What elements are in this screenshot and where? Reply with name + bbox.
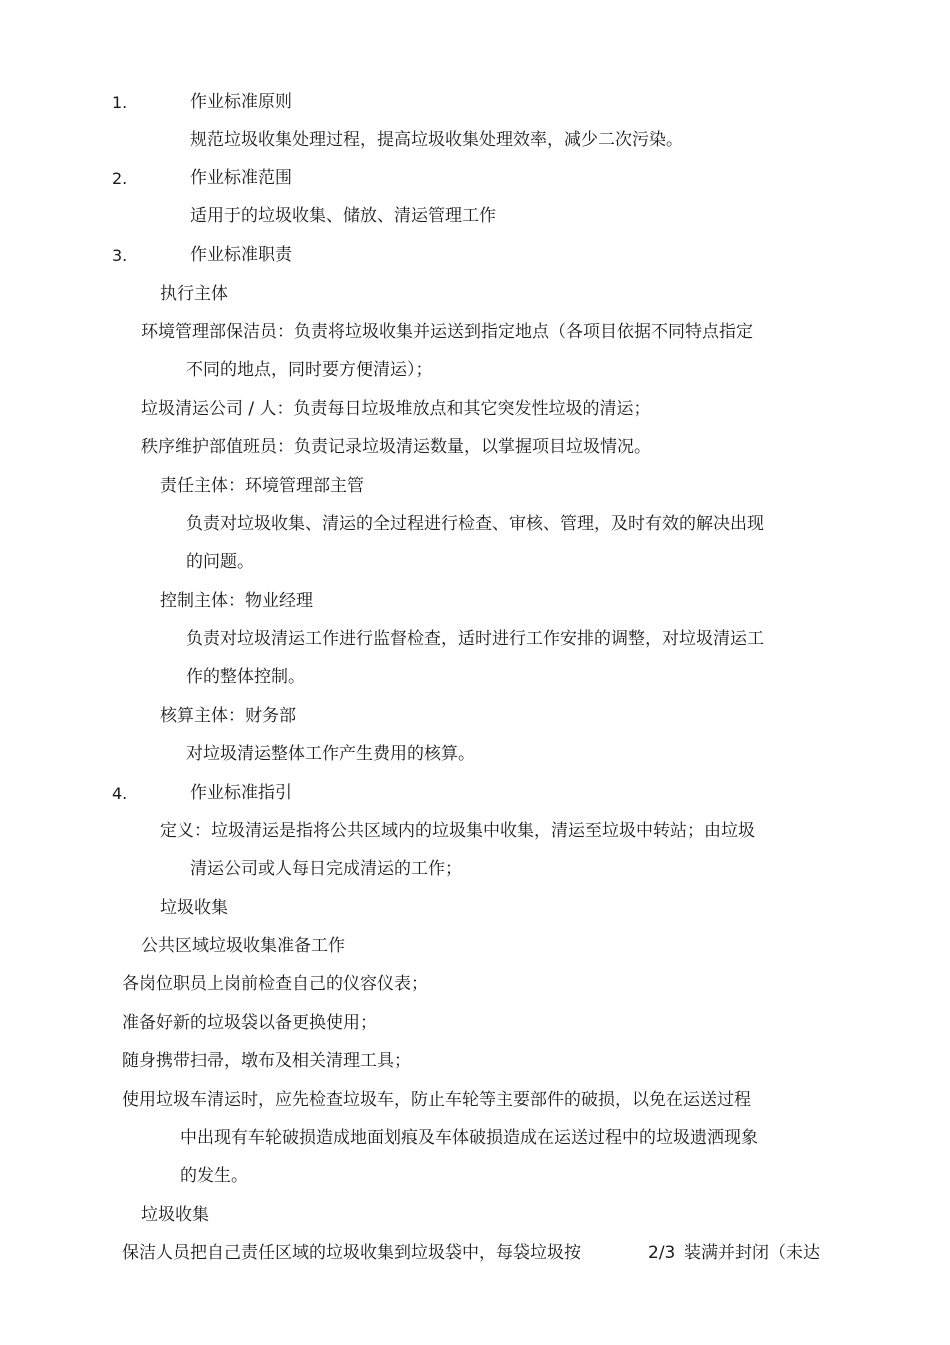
section-1-title: 作业标准原则 <box>190 92 292 112</box>
exec-subject-heading: 执行主体 <box>160 284 228 304</box>
prep-item-1: 各岗位职员上岗前检查自己的仪容仪表； <box>122 974 428 994</box>
section-2-number: 2. <box>112 169 128 188</box>
resp-body-line-1: 负责对垃圾收集、清运的全过程进行检查、审核、管理，及时有效的解决出现 <box>186 514 764 534</box>
acct-subject-heading: 核算主体：财务部 <box>160 706 296 726</box>
resp-subject-heading: 责任主体：环境管理部主管 <box>160 476 364 496</box>
env-cleaner-line-1: 环境管理部保洁员：负责将垃圾收集并运送到指定地点（各项目依据不同特点指定 <box>141 322 753 342</box>
resp-body-line-2: 的问题。 <box>186 552 254 572</box>
last-line-part-1: 保洁人员把自己责任区域的垃圾收集到垃圾袋中，每袋垃圾按 <box>122 1243 581 1263</box>
definition-line-2: 清运公司或人每日完成清运的工作； <box>190 859 462 879</box>
section-3-title: 作业标准职责 <box>190 245 292 265</box>
collect-heading: 垃圾收集 <box>160 898 228 918</box>
section-2-title: 作业标准范围 <box>190 168 292 188</box>
prep-item-3: 随身携带扫帚，墩布及相关清理工具； <box>122 1051 411 1071</box>
definition-line-1: 定义：垃圾清运是指将公共区域内的垃圾集中收集，清运至垃圾中转站；由垃圾 <box>160 821 755 841</box>
section-4-number: 4. <box>112 784 128 803</box>
section-2-body: 适用于的垃圾收集、储放、清运管理工作 <box>190 206 496 226</box>
last-line-part-2: 装满并封闭（未达 <box>684 1243 820 1263</box>
acct-body-line: 对垃圾清运整体工作产生费用的核算。 <box>186 744 475 764</box>
prep-item-4-line-1: 使用垃圾车清运时，应先检查垃圾车，防止车轮等主要部件的破损，以免在运送过程 <box>122 1090 751 1110</box>
prep-item-2: 准备好新的垃圾袋以备更换使用； <box>122 1013 377 1033</box>
ctrl-body-line-2: 作的整体控制。 <box>186 667 305 687</box>
collect-heading-2: 垃圾收集 <box>141 1205 209 1225</box>
section-3-number: 3. <box>112 246 128 265</box>
prep-item-4-line-3: 的发生。 <box>180 1166 248 1186</box>
order-staff-line: 秩序维护部值班员：负责记录垃圾清运数量，以掌握项目垃圾情况。 <box>141 437 651 457</box>
section-4-title: 作业标准指引 <box>190 783 292 803</box>
env-cleaner-line-2: 不同的地点，同时要方便清运）； <box>186 360 433 380</box>
last-line-fraction: 2/3 <box>648 1243 676 1263</box>
company-line: 垃圾清运公司 / 人：负责每日垃圾堆放点和其它突发性垃圾的清运； <box>141 399 651 419</box>
ctrl-subject-heading: 控制主体：物业经理 <box>160 591 313 611</box>
prep-heading: 公共区域垃圾收集准备工作 <box>141 936 345 956</box>
prep-item-4-line-2: 中出现有车轮破损造成地面划痕及车体破损造成在运送过程中的垃圾遗洒现象 <box>180 1128 758 1148</box>
section-1-number: 1. <box>112 93 128 112</box>
section-1-body: 规范垃圾收集处理过程，提高垃圾收集处理效率，减少二次污染。 <box>190 130 683 150</box>
ctrl-body-line-1: 负责对垃圾清运工作进行监督检查，适时进行工作安排的调整，对垃圾清运工 <box>186 629 764 649</box>
